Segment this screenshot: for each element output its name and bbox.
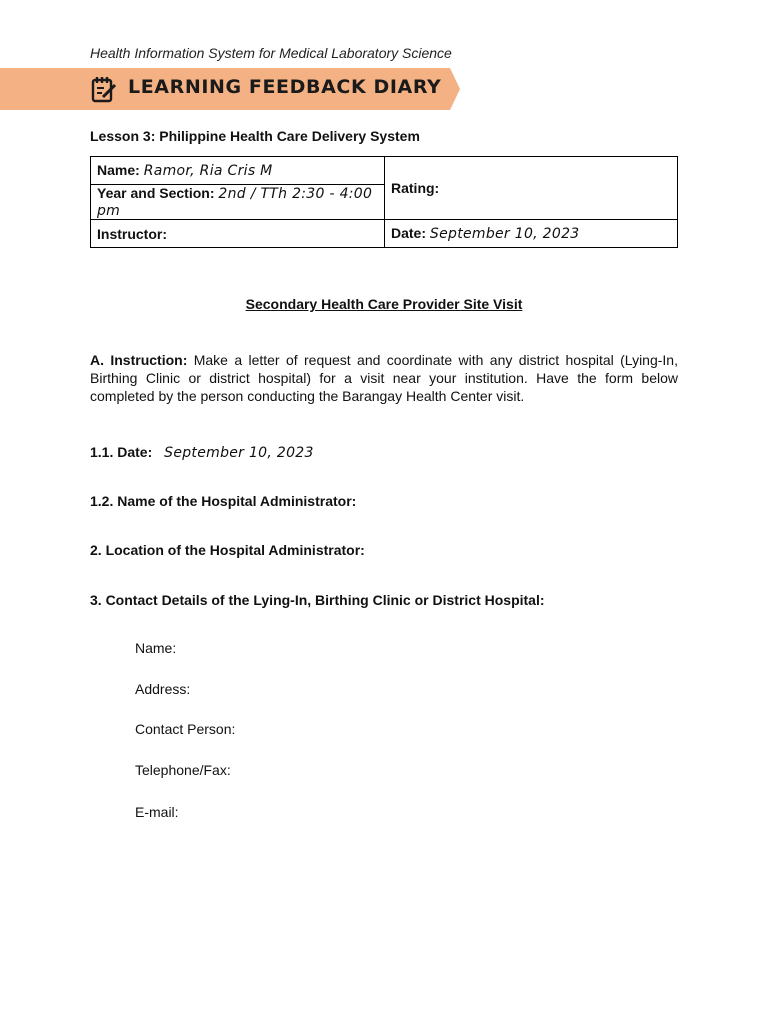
contact-email-label: E-mail: — [135, 804, 179, 820]
name-cell — [91, 157, 385, 185]
year-section-value: 2nd / TTh 2:30 - 4:00 pm — [97, 186, 373, 219]
banner-title: LEARNING FEEDBACK DIARY — [128, 76, 442, 98]
contact-telephone-label: Telephone/Fax: — [135, 762, 231, 778]
name-value: Ramor, Ria Cris M — [143, 163, 273, 179]
date-value: September 10, 2023 — [429, 226, 580, 242]
notepad-pencil-icon — [89, 74, 119, 104]
instruction-label: A. Instruction: — [90, 352, 188, 368]
contact-address-label: Address: — [135, 681, 191, 697]
contact-person-label: Contact Person: — [135, 721, 236, 737]
item-contact-details: 3. Contact Details of the Lying-In, Birthing Clinic or District Hospital: — [90, 592, 545, 608]
item-admin-name: 1.2. Name of the Hospital Administrator: — [90, 493, 357, 509]
document-subtitle: Health Information System for Medical Laboratory Science — [90, 45, 452, 61]
instructor-cell — [91, 220, 385, 248]
item-admin-location: 2. Location of the Hospital Administrator: — [90, 542, 365, 558]
title-banner — [0, 68, 460, 110]
rating-label: Rating: — [391, 180, 440, 196]
lesson-title: Lesson 3: Philippine Health Care Delivery System — [90, 128, 420, 144]
rating-cell — [385, 157, 678, 220]
student-info-table — [90, 156, 678, 248]
item-date — [90, 444, 314, 461]
item-date-value: September 10, 2023 — [164, 445, 314, 461]
contact-name-label: Name: — [135, 640, 177, 656]
section-title: Secondary Health Care Provider Site Visit — [245, 296, 523, 312]
item-date-label: 1.1. Date: — [90, 444, 153, 460]
date-cell — [385, 220, 678, 248]
year-section-cell — [91, 185, 385, 220]
year-section-label: Year and Section: — [97, 185, 215, 201]
instruction-paragraph — [90, 351, 678, 405]
date-label: Date: — [391, 225, 427, 241]
name-label: Name: — [97, 162, 140, 178]
instructor-label: Instructor: — [97, 225, 167, 242]
instruction-text: Make a letter of request and coordinate with any district hospital (Lying-In, Birthing Clinic or district hospital) for a visit near your institution. Have the form below completed by the person conducting the Barangay Health Center visit. — [90, 352, 678, 404]
